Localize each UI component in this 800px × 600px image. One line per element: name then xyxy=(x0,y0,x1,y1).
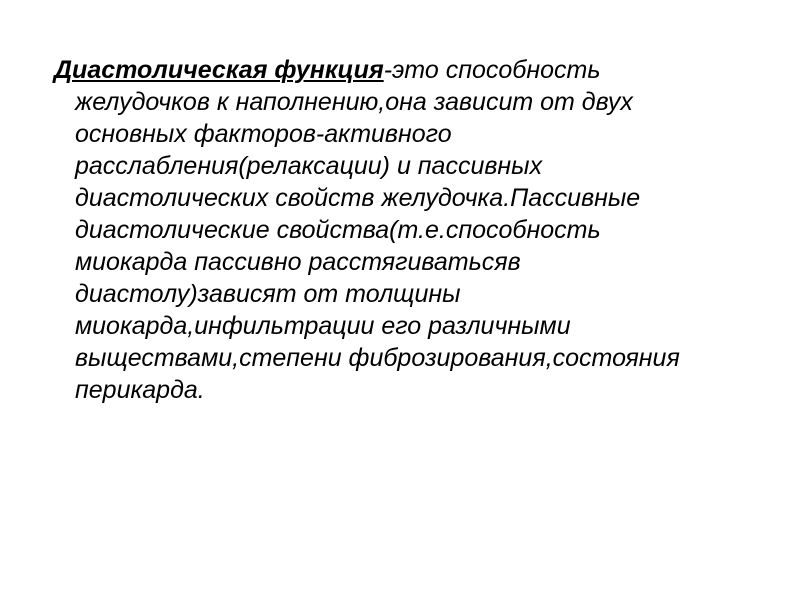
defined-term: Диастолическая функция xyxy=(54,56,384,84)
paragraph-line: -это способность xyxy=(383,56,601,84)
paragraph-line: перикарда. xyxy=(75,376,205,404)
paragraph-line: выществами,степени фиброзирования,состояния xyxy=(75,344,680,372)
paragraph-line: миокарда,инфильтрации его различными xyxy=(75,312,571,340)
paragraph-line: диастолу)зависят от толщины xyxy=(75,280,461,308)
paragraph-line: расслабления(релаксации) и пассивных xyxy=(75,152,543,180)
paragraph-line: диастолических свойств желудочка.Пассивные xyxy=(75,184,641,212)
paragraph-line: желудочков к наполнению,она зависит от двух xyxy=(75,88,633,116)
paragraph-line: основных факторов-активного xyxy=(75,120,452,148)
paragraph-first-line xyxy=(54,54,784,86)
definition-paragraph xyxy=(54,54,784,406)
paragraph-line: миокарда пассивно расстягиватьсяв xyxy=(75,248,521,276)
paragraph-line: диастолические свойства(т.е.способность xyxy=(75,216,601,244)
